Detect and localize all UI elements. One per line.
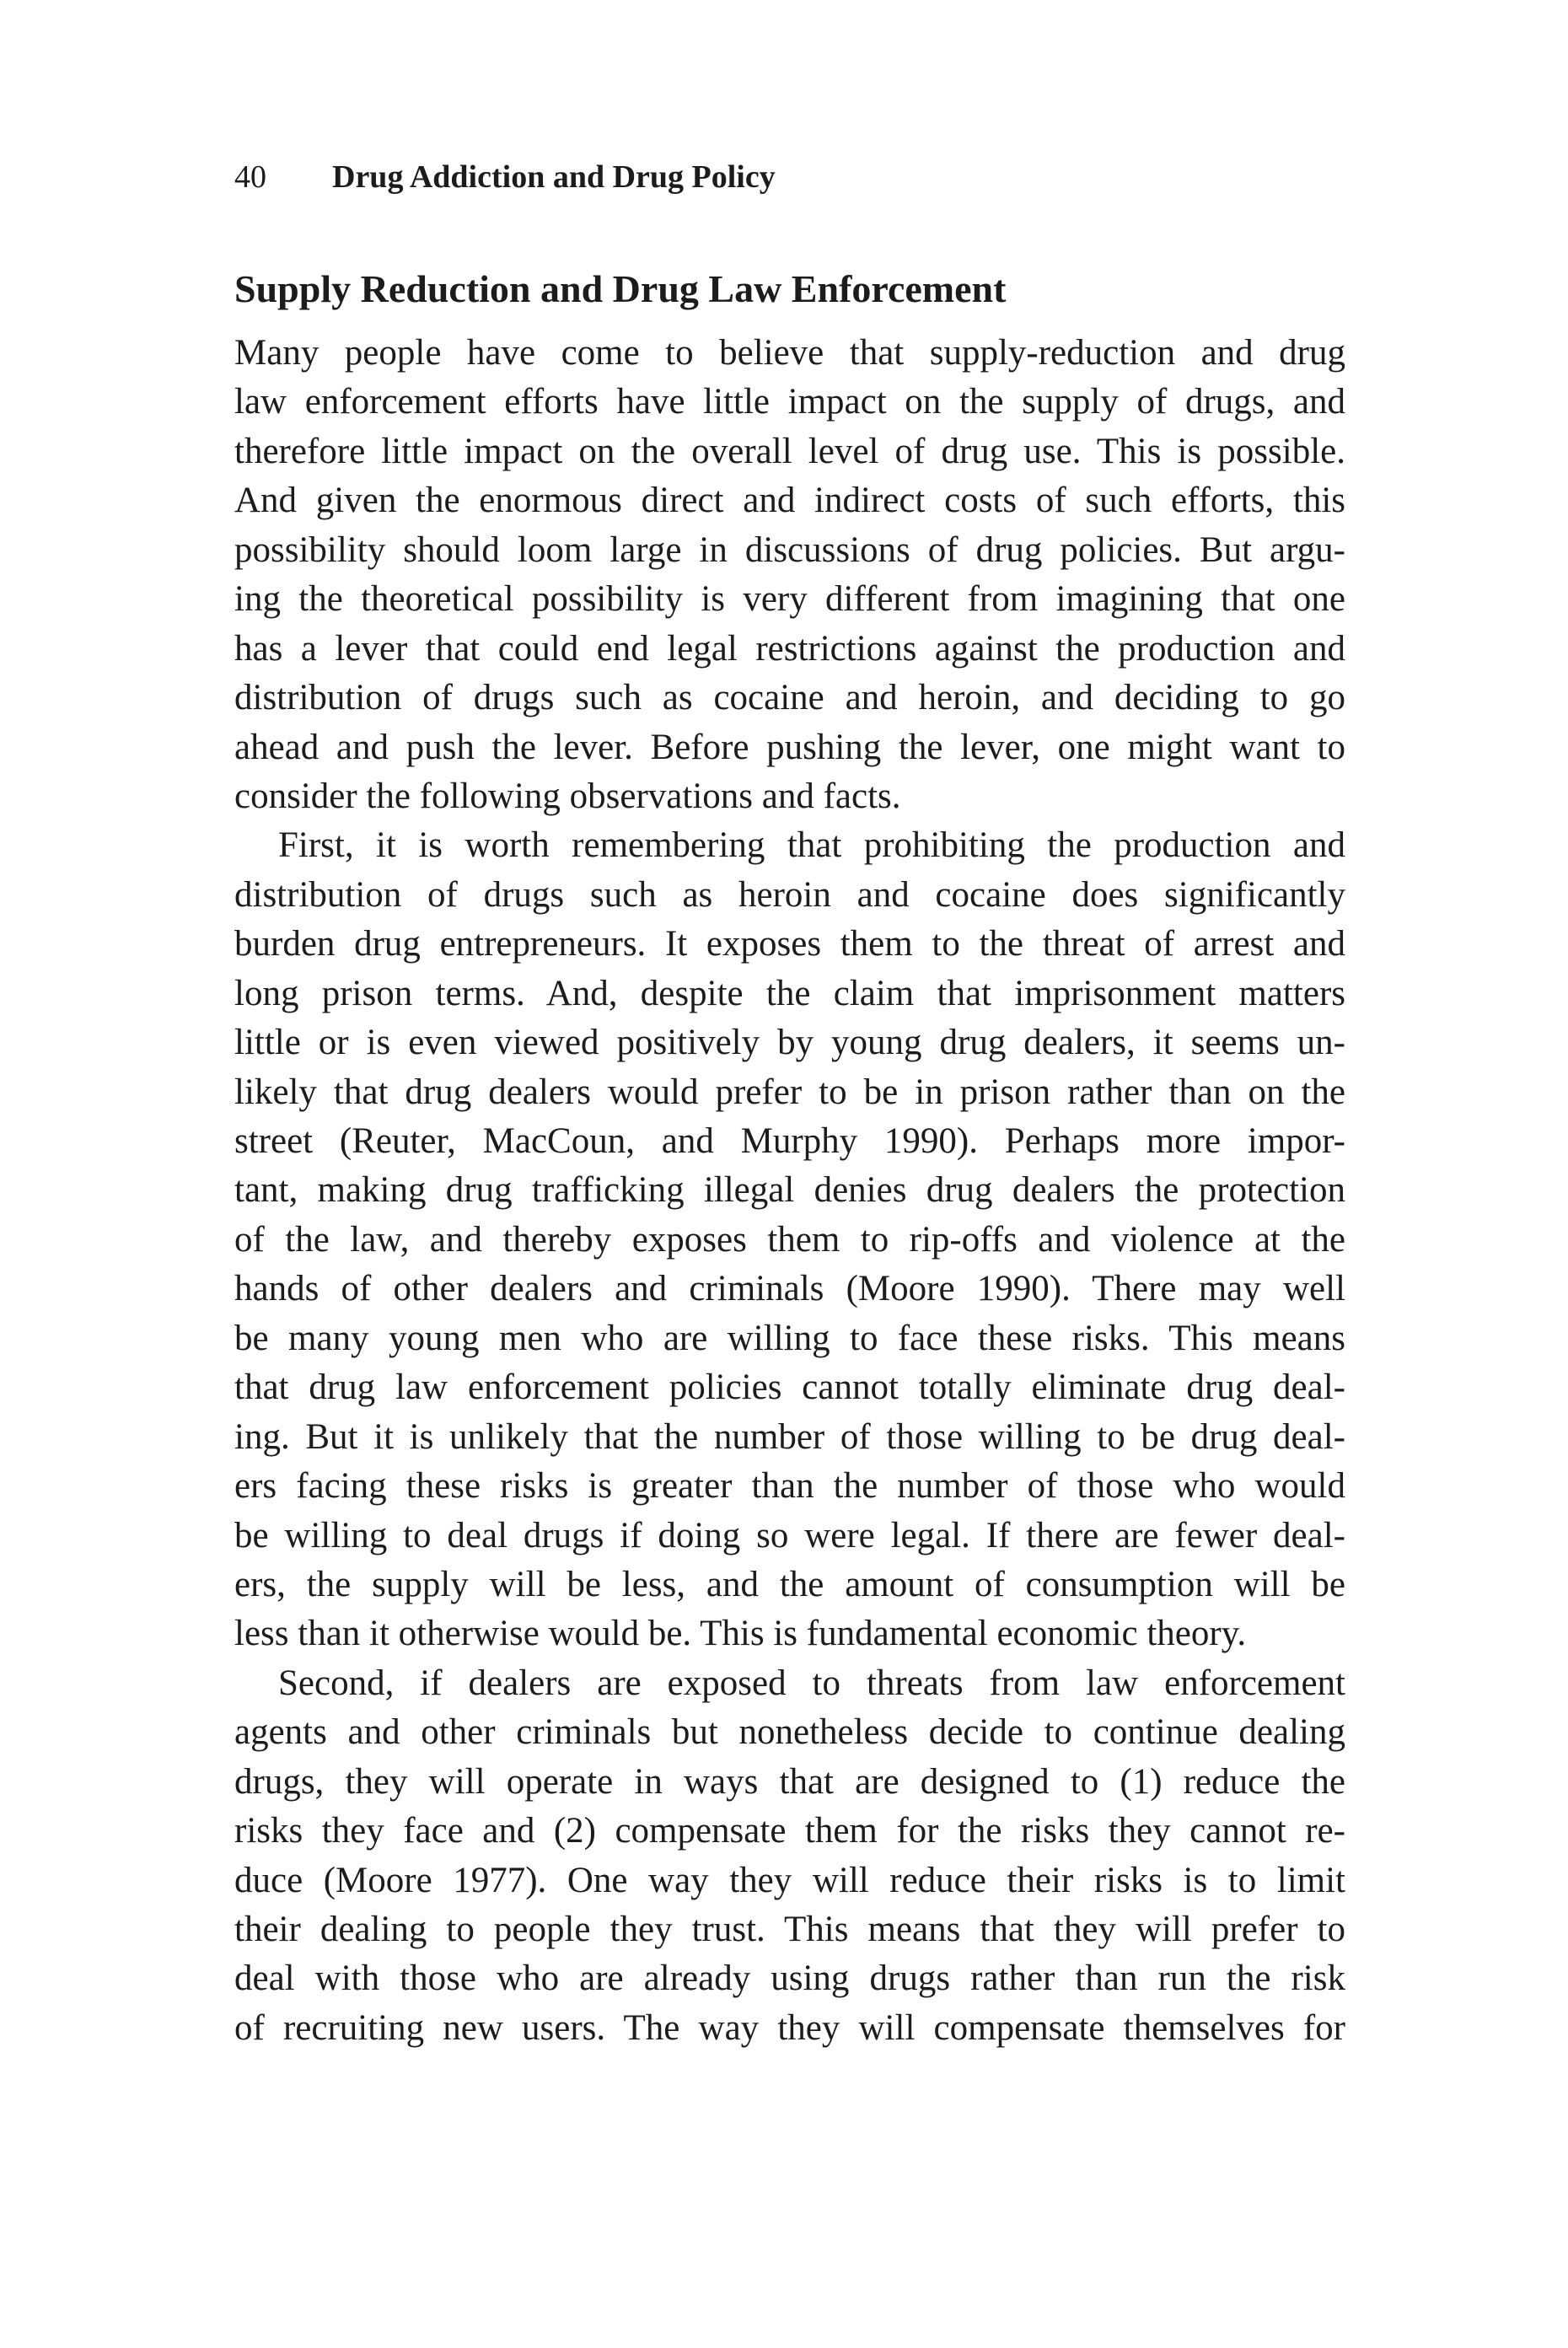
text-line: burden drug entrepreneurs. It exposes them to the threat of arrest and — [234, 924, 1345, 964]
text-line: of the law, and thereby exposes them to rip-offs and violence at the — [234, 1219, 1345, 1260]
text-line: ers facing these risks is greater than the number of those who would — [234, 1466, 1345, 1507]
text-line: distribution of drugs such as heroin and cocaine does significantly — [234, 874, 1345, 915]
text-line: be many young men who are willing to face these risks. This means — [234, 1318, 1345, 1358]
text-line: deal with those who are already using drugs rather than run the risk — [234, 1958, 1345, 1999]
text-line: less than it otherwise would be. This is fundamental economic theory. — [234, 1614, 1247, 1654]
text-line: street (Reuter, MacCoun, and Murphy 1990). Perhaps more impor- — [234, 1121, 1345, 1161]
body-text — [234, 329, 1345, 2053]
text-line: of recruiting new users. The way they will compensate themselves for — [234, 2007, 1345, 2048]
text-line: agents and other criminals but nonetheless decide to continue dealing — [234, 1712, 1345, 1753]
text-line: ing the theoretical possibility is very different from imagining that one — [234, 579, 1345, 620]
text-line: And given the enormous direct and indirect costs of such efforts, this — [234, 481, 1345, 521]
text-line: duce (Moore 1977). One way they will reduce their risks is to limit — [234, 1860, 1345, 1900]
text-line: little or is even viewed positively by young drug dealers, it seems un- — [234, 1023, 1345, 1063]
text-line: Many people have come to believe that supply-reduction and drug — [234, 333, 1345, 373]
text-line: has a lever that could end legal restrictions against the production and — [234, 628, 1345, 669]
text-line: ers, the supply will be less, and the amount of consumption will be — [234, 1564, 1345, 1604]
running-head — [234, 152, 1356, 202]
text-line: ahead and push the lever. Before pushing the lever, one might want to — [234, 727, 1345, 767]
text-line: law enforcement efforts have little impact on the supply of drugs, and — [234, 382, 1345, 422]
text-line: hands of other dealers and criminals (Moore 1990). There may well — [234, 1269, 1345, 1309]
text-line: tant, making drug trafficking illegal denies drug dealers the protection — [234, 1170, 1345, 1211]
page-number: 40 — [234, 159, 266, 195]
text-line: ing. But it is unlikely that the number of those willing to be drug deal- — [234, 1416, 1345, 1457]
text-line: be willing to deal drugs if doing so were legal. If there are fewer deal- — [234, 1515, 1345, 1555]
paragraph-3 — [234, 1659, 1345, 2054]
text-line: that drug law enforcement policies cannot totally eliminate drug deal- — [234, 1367, 1345, 1408]
text-line: consider the following observations and facts. — [234, 776, 901, 816]
text-line: their dealing to people they trust. This means that they will prefer to — [234, 1910, 1345, 1949]
text-line: long prison terms. And, despite the claim that imprisonment matters — [234, 973, 1345, 1013]
text-line: likely that drug dealers would prefer to be in prison rather than on the — [234, 1072, 1345, 1112]
paragraph-1 — [234, 329, 1345, 821]
text-line: therefore little impact on the overall level of drug use. This is possible. — [234, 431, 1345, 471]
text-line: distribution of drugs such as cocaine and heroin, and deciding to go — [234, 678, 1345, 718]
section-heading: Supply Reduction and Drug Law Enforcement — [234, 267, 1007, 310]
text-line: possibility should loom large in discussions of drug policies. But argu- — [234, 529, 1345, 570]
book-title: Drug Addiction and Drug Policy — [332, 159, 776, 195]
paragraph-2 — [234, 821, 1345, 1658]
text-line: First, it is worth remembering that prohibiting the production and — [278, 825, 1345, 866]
text-line: Second, if dealers are exposed to threats from law enforcement — [278, 1663, 1345, 1703]
text-line: risks they face and (2) compensate them for the risks they cannot re- — [234, 1811, 1345, 1851]
text-line: drugs, they will operate in ways that are designed to (1) reduce the — [234, 1761, 1345, 1802]
